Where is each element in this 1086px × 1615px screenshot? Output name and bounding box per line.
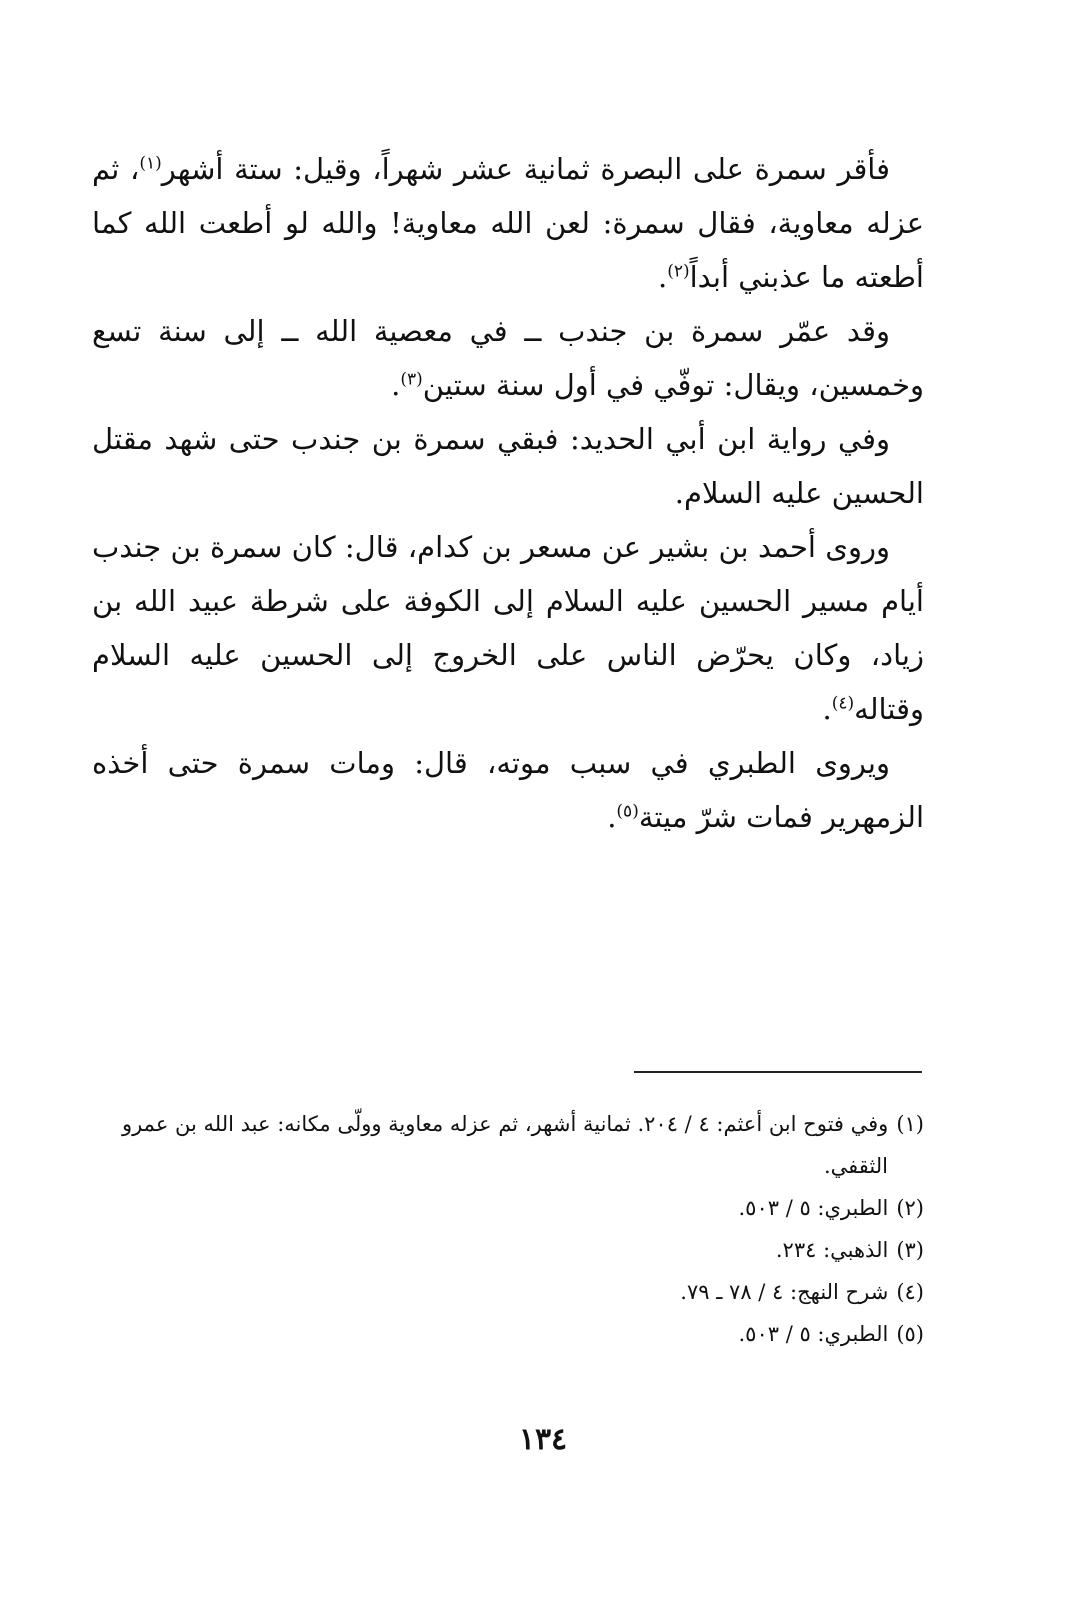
paragraph-text: وقد عمّر سمرة بن جندب ــ في معصية الله ــ إلى سنة تسع وخمسين، ويقال: توفّي في أول سنة ستين xyxy=(92,314,924,402)
paragraph-text: . xyxy=(822,692,832,726)
footnote-marker: (٤) xyxy=(831,693,855,714)
footnote-divider xyxy=(634,1071,922,1073)
footnote-number: (٤) xyxy=(896,1280,924,1304)
footnote-marker: (١) xyxy=(139,153,162,174)
footnote-2 xyxy=(92,1187,924,1229)
paragraph-5 xyxy=(92,736,924,844)
paragraph-2 xyxy=(92,304,924,412)
footnote-number: (١) xyxy=(896,1112,924,1136)
footnote-text: الطبري: ٥ / ٥٠٣. xyxy=(738,1196,889,1220)
footnote-marker: (٥) xyxy=(616,801,639,822)
footnote-number: (٥) xyxy=(896,1322,924,1346)
paragraph-text: فأقر سمرة على البصرة ثمانية عشر شهراً، وقيل: ستة أشهر xyxy=(161,152,891,186)
footnote-text: وفي فتوح ابن أعثم: ٤ / ٢٠٤. ثمانية أشهر، ثم عزله معاوية وولّى مكانه: عبد الله بن عمرو xyxy=(121,1112,889,1136)
footnote-text: الطبري: ٥ / ٥٠٣. xyxy=(738,1322,889,1346)
footnote-4 xyxy=(92,1271,924,1313)
footnote-text: شرح النهج: ٤ / ٧٨ ـ ٧٩. xyxy=(680,1280,889,1304)
footnote-5 xyxy=(92,1313,924,1355)
main-text xyxy=(92,142,924,844)
footnote-3 xyxy=(92,1229,924,1271)
paragraph-4 xyxy=(92,520,924,736)
paragraph-1 xyxy=(92,142,924,304)
paragraph-text: وفي رواية ابن أبي الحديد: فبقي سمرة بن جندب حتى شهد مقتل الحسين عليه السلام. xyxy=(92,422,924,510)
paragraph-text: . xyxy=(657,260,668,294)
footnotes xyxy=(92,1103,924,1355)
footnote-number: (٣) xyxy=(896,1238,924,1262)
footnote-marker: (٢) xyxy=(667,261,690,282)
paragraph-text: ويروى الطبري في سبب موته، قال: ومات سمرة حتى أخذه الزمهرير فمات شرّ ميتة xyxy=(92,746,924,834)
page-number: ١٣٤ xyxy=(518,1422,568,1457)
footnote-marker: (٣) xyxy=(400,369,423,390)
paragraph-text: وروى أحمد بن بشير عن مسعر بن كدام، قال: كان سمرة بن جندب أيام مسير الحسين عليه السلام إلى الكوفة على شرطة عبيد الله بن زياد، وكان يحرّض الناس على الخروج إلى الحسين عليه السلام وقتاله xyxy=(92,530,924,726)
paragraph-3 xyxy=(92,412,924,520)
paragraph-text: . xyxy=(607,800,617,834)
footnote-text: الذهبي: ٢٣٤. xyxy=(775,1238,889,1262)
paragraph-text: ، ثم عزله معاوية، فقال سمرة: لعن الله معاوية! والله لو أطعت الله كما أطعته ما عذبني أبداً xyxy=(92,152,924,294)
footnote-continuation: الثقفي. xyxy=(824,1154,888,1178)
footnote-1 xyxy=(92,1103,924,1187)
paragraph-text: . xyxy=(391,368,401,402)
footnote-number: (٢) xyxy=(896,1196,924,1220)
